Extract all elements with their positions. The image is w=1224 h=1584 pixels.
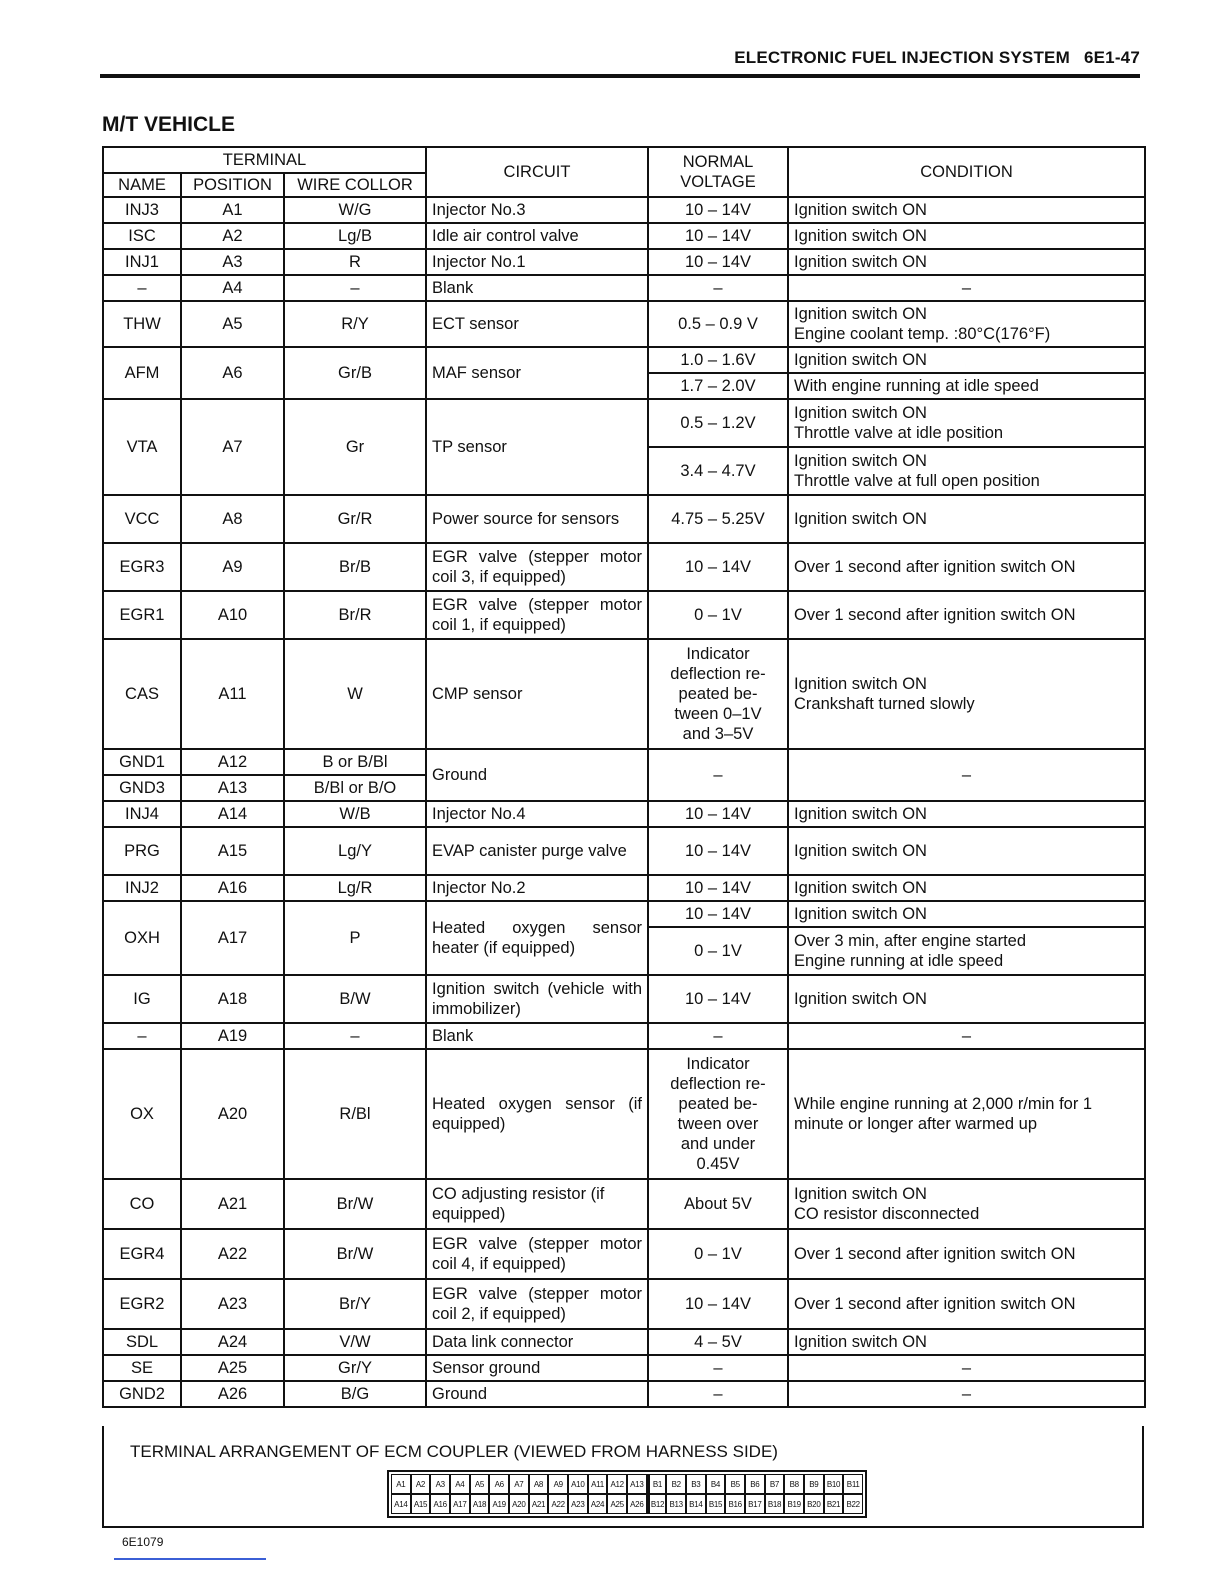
cell-condition: Ignition switch ON xyxy=(788,827,1145,875)
coupler-terminal: A14 xyxy=(391,1494,411,1514)
cell-circuit: EGR valve (stepper motor coil 4, if equipped) xyxy=(426,1229,648,1279)
cell-wire: W/B xyxy=(284,801,426,827)
cell-position: A5 xyxy=(181,301,284,347)
cell-position: A6 xyxy=(181,347,284,399)
terminal-table-wrap xyxy=(102,146,1144,1408)
coupler-terminal: A4 xyxy=(450,1474,470,1494)
cell-condition: Ignition switch ON Throttle valve at idle position xyxy=(788,399,1145,447)
cell-voltage: – xyxy=(648,749,788,801)
cell-circuit: Injector No.4 xyxy=(426,801,648,827)
cell-position: A19 xyxy=(181,1023,284,1049)
cell-circuit: EGR valve (stepper motor coil 2, if equipped) xyxy=(426,1279,648,1329)
cell-wire: R/Bl xyxy=(284,1049,426,1179)
cell-position: A14 xyxy=(181,801,284,827)
cell-voltage: Indicator deflection re- peated be- tween 0–1V and 3–5V xyxy=(648,639,788,749)
header-title: ELECTRONIC FUEL INJECTION SYSTEM xyxy=(734,48,1070,67)
coupler-terminal: A22 xyxy=(548,1494,568,1514)
cell-wire: Lg/Y xyxy=(284,827,426,875)
cell-condition: – xyxy=(788,275,1145,301)
cell-name: SDL xyxy=(103,1329,181,1355)
th-wire: WIRE COLLOR xyxy=(284,173,426,197)
table-row xyxy=(103,827,1145,875)
cell-position: A15 xyxy=(181,827,284,875)
coupler-terminal: B1 xyxy=(647,1474,667,1494)
coupler-terminal: A16 xyxy=(430,1494,450,1514)
cell-wire: W xyxy=(284,639,426,749)
cell-condition: – xyxy=(788,749,1145,801)
cell-name: EGR1 xyxy=(103,591,181,639)
th-circuit: CIRCUIT xyxy=(426,147,648,197)
cell-wire: B/G xyxy=(284,1381,426,1407)
cell-circuit: Ground xyxy=(426,1381,648,1407)
cell-condition: Ignition switch ON xyxy=(788,197,1145,223)
cell-name: – xyxy=(103,275,181,301)
coupler-terminal: A9 xyxy=(548,1474,568,1494)
cell-wire: R/Y xyxy=(284,301,426,347)
cell-voltage: – xyxy=(648,275,788,301)
table-row xyxy=(103,249,1145,275)
coupler-terminal: B22 xyxy=(843,1494,863,1514)
cell-name: INJ1 xyxy=(103,249,181,275)
table-row xyxy=(103,1329,1145,1355)
cell-name: GND2 xyxy=(103,1381,181,1407)
table-row xyxy=(103,1355,1145,1381)
cell-position: A8 xyxy=(181,495,284,543)
th-position: POSITION xyxy=(181,173,284,197)
cell-position: A12 xyxy=(181,749,284,775)
cell-position: A22 xyxy=(181,1229,284,1279)
cell-condition: Ignition switch ON xyxy=(788,1329,1145,1355)
cell-condition: Ignition switch ON xyxy=(788,223,1145,249)
cell-position: A16 xyxy=(181,875,284,901)
cell-condition: Ignition switch ON CO resistor disconnected xyxy=(788,1179,1145,1229)
cell-condition: Over 1 second after ignition switch ON xyxy=(788,1229,1145,1279)
cell-position: A13 xyxy=(181,775,284,801)
coupler-terminal: B4 xyxy=(706,1474,726,1494)
cell-voltage: 0.5 – 0.9 V xyxy=(648,301,788,347)
cell-voltage: 3.4 – 4.7V xyxy=(648,447,788,495)
coupler-terminal: B20 xyxy=(804,1494,824,1514)
cell-wire: V/W xyxy=(284,1329,426,1355)
coupler-terminal: B18 xyxy=(765,1494,785,1514)
cell-position: A20 xyxy=(181,1049,284,1179)
table-row xyxy=(103,591,1145,639)
cell-wire: Br/W xyxy=(284,1229,426,1279)
cell-condition: Ignition switch ON Crankshaft turned slowly xyxy=(788,639,1145,749)
cell-condition: Over 1 second after ignition switch ON xyxy=(788,591,1145,639)
coupler-terminal: A12 xyxy=(607,1474,627,1494)
cell-condition: Ignition switch ON xyxy=(788,495,1145,543)
table-row xyxy=(103,639,1145,749)
coupler-terminal: B11 xyxy=(843,1474,863,1494)
cell-position: A25 xyxy=(181,1355,284,1381)
cell-voltage: 1.0 – 1.6V xyxy=(648,347,788,373)
cell-condition: Ignition switch ON xyxy=(788,249,1145,275)
cell-voltage: About 5V xyxy=(648,1179,788,1229)
cell-wire: Br/Y xyxy=(284,1279,426,1329)
cell-name: INJ3 xyxy=(103,197,181,223)
cell-wire: P xyxy=(284,901,426,975)
cell-position: A21 xyxy=(181,1179,284,1229)
cell-circuit: TP sensor xyxy=(426,399,648,495)
coupler-terminal: B6 xyxy=(745,1474,765,1494)
coupler-terminal: A8 xyxy=(529,1474,549,1494)
cell-condition: – xyxy=(788,1355,1145,1381)
table-row xyxy=(103,1179,1145,1229)
cell-name: OX xyxy=(103,1049,181,1179)
cell-circuit: EGR valve (stepper motor coil 1, if equipped) xyxy=(426,591,648,639)
cell-position: A4 xyxy=(181,275,284,301)
figure-code: 6E1079 xyxy=(122,1535,164,1549)
th-voltage: NORMAL VOLTAGE xyxy=(648,147,788,197)
table-row xyxy=(103,275,1145,301)
coupler-terminal: A10 xyxy=(568,1474,588,1494)
coupler-terminal: B7 xyxy=(765,1474,785,1494)
table-row xyxy=(103,495,1145,543)
table-row xyxy=(103,901,1145,927)
coupler-terminal: A13 xyxy=(627,1474,647,1494)
cell-voltage: – xyxy=(648,1355,788,1381)
cell-condition: While engine running at 2,000 r/min for 1 minute or longer after warmed up xyxy=(788,1049,1145,1179)
cell-wire: Lg/B xyxy=(284,223,426,249)
cell-circuit: Ground xyxy=(426,749,648,801)
cell-wire: B or B/Bl xyxy=(284,749,426,775)
coupler-terminal: A20 xyxy=(509,1494,529,1514)
cell-circuit: Data link connector xyxy=(426,1329,648,1355)
cell-condition: – xyxy=(788,1023,1145,1049)
cell-condition: Ignition switch ON Engine coolant temp. :80°C(176°F) xyxy=(788,301,1145,347)
cell-circuit: Blank xyxy=(426,275,648,301)
cell-voltage: Indicator deflection re- peated be- tween over and under 0.45V xyxy=(648,1049,788,1179)
cell-circuit: Power source for sensors xyxy=(426,495,648,543)
coupler-terminal: B12 xyxy=(647,1494,667,1514)
cell-wire: Gr/R xyxy=(284,495,426,543)
coupler-terminal: B3 xyxy=(686,1474,706,1494)
cell-name: GND3 xyxy=(103,775,181,801)
cell-position: A26 xyxy=(181,1381,284,1407)
table-row xyxy=(103,347,1145,373)
cell-voltage: 10 – 14V xyxy=(648,801,788,827)
cell-name: THW xyxy=(103,301,181,347)
coupler-terminal: A21 xyxy=(529,1494,549,1514)
cell-name: INJ4 xyxy=(103,801,181,827)
cell-circuit: Blank xyxy=(426,1023,648,1049)
cell-name: CAS xyxy=(103,639,181,749)
coupler-terminal: A19 xyxy=(489,1494,509,1514)
header-page-number: 6E1-47 xyxy=(1083,48,1140,67)
cell-voltage: 0.5 – 1.2V xyxy=(648,399,788,447)
coupler-terminal: A15 xyxy=(411,1494,431,1514)
coupler-terminal: A17 xyxy=(450,1494,470,1514)
cell-condition: Ignition switch ON xyxy=(788,347,1145,373)
cell-name: ISC xyxy=(103,223,181,249)
divider-line xyxy=(114,1558,266,1560)
cell-position: A18 xyxy=(181,975,284,1023)
cell-condition: Ignition switch ON xyxy=(788,901,1145,927)
cell-condition: – xyxy=(788,1381,1145,1407)
cell-name: PRG xyxy=(103,827,181,875)
coupler-terminal: B16 xyxy=(725,1494,745,1514)
cell-voltage: 10 – 14V xyxy=(648,975,788,1023)
cell-name: INJ2 xyxy=(103,875,181,901)
table-row xyxy=(103,1023,1145,1049)
cell-circuit: ECT sensor xyxy=(426,301,648,347)
cell-voltage: 10 – 14V xyxy=(648,875,788,901)
coupler-terminal: A18 xyxy=(470,1494,490,1514)
cell-voltage: 4 – 5V xyxy=(648,1329,788,1355)
table-row xyxy=(103,749,1145,775)
cell-voltage: 4.75 – 5.25V xyxy=(648,495,788,543)
cell-condition: Ignition switch ON xyxy=(788,875,1145,901)
cell-voltage: 10 – 14V xyxy=(648,827,788,875)
cell-name: VTA xyxy=(103,399,181,495)
coupler-terminal: A24 xyxy=(588,1494,608,1514)
cell-condition: Over 3 min, after engine started Engine running at idle speed xyxy=(788,927,1145,975)
cell-position: A11 xyxy=(181,639,284,749)
coupler-terminal: B17 xyxy=(745,1494,765,1514)
coupler-terminal: A25 xyxy=(607,1494,627,1514)
coupler-terminal: B10 xyxy=(824,1474,844,1494)
cell-position: A10 xyxy=(181,591,284,639)
cell-wire: – xyxy=(284,275,426,301)
table-row xyxy=(103,223,1145,249)
cell-name: VCC xyxy=(103,495,181,543)
cell-wire: Gr/B xyxy=(284,347,426,399)
cell-circuit: CO adjusting resistor (if equipped) xyxy=(426,1179,648,1229)
cell-name: CO xyxy=(103,1179,181,1229)
th-name: NAME xyxy=(103,173,181,197)
cell-condition: With engine running at idle speed xyxy=(788,373,1145,399)
coupler-arrangement-title: TERMINAL ARRANGEMENT OF ECM COUPLER (VIEWED FROM HARNESS SIDE) xyxy=(130,1442,778,1461)
cell-wire: Gr/Y xyxy=(284,1355,426,1381)
coupler-terminal: A3 xyxy=(430,1474,450,1494)
coupler-terminal: B21 xyxy=(824,1494,844,1514)
table-row xyxy=(103,301,1145,347)
cell-position: A3 xyxy=(181,249,284,275)
cell-voltage: 10 – 14V xyxy=(648,1279,788,1329)
coupler-terminal: A1 xyxy=(391,1474,411,1494)
cell-voltage: – xyxy=(648,1023,788,1049)
cell-position: A24 xyxy=(181,1329,284,1355)
coupler-terminal: A11 xyxy=(588,1474,608,1494)
cell-voltage: 10 – 14V xyxy=(648,223,788,249)
cell-circuit: Heated oxygen sensor heater (if equipped) xyxy=(426,901,648,975)
coupler-terminal: B13 xyxy=(666,1494,686,1514)
cell-circuit: Idle air control valve xyxy=(426,223,648,249)
cell-circuit: EVAP canister purge valve xyxy=(426,827,648,875)
coupler-terminal: B5 xyxy=(725,1474,745,1494)
th-condition: CONDITION xyxy=(788,147,1145,197)
cell-position: A2 xyxy=(181,223,284,249)
coupler-terminal: B2 xyxy=(666,1474,686,1494)
cell-wire: Br/B xyxy=(284,543,426,591)
cell-circuit: Injector No.2 xyxy=(426,875,648,901)
cell-circuit: MAF sensor xyxy=(426,347,648,399)
cell-voltage: 10 – 14V xyxy=(648,249,788,275)
header-row-1 xyxy=(103,147,1145,173)
cell-name: EGR2 xyxy=(103,1279,181,1329)
cell-wire: B/Bl or B/O xyxy=(284,775,426,801)
table-row xyxy=(103,399,1145,447)
cell-name: – xyxy=(103,1023,181,1049)
page-header xyxy=(100,44,1140,78)
cell-wire: R xyxy=(284,249,426,275)
coupler-terminal: B15 xyxy=(706,1494,726,1514)
cell-voltage: 10 – 14V xyxy=(648,197,788,223)
cell-position: A1 xyxy=(181,197,284,223)
table-row xyxy=(103,801,1145,827)
terminal-table xyxy=(102,146,1146,1408)
cell-name: IG xyxy=(103,975,181,1023)
coupler-terminal: B19 xyxy=(784,1494,804,1514)
table-row xyxy=(103,543,1145,591)
cell-position: A23 xyxy=(181,1279,284,1329)
coupler-terminal: A7 xyxy=(509,1474,529,1494)
cell-name: SE xyxy=(103,1355,181,1381)
cell-circuit: Sensor ground xyxy=(426,1355,648,1381)
coupler-terminal-grid xyxy=(391,1474,863,1514)
cell-voltage: 10 – 14V xyxy=(648,543,788,591)
cell-name: AFM xyxy=(103,347,181,399)
table-row xyxy=(103,875,1145,901)
table-row xyxy=(103,1049,1145,1179)
cell-wire: Br/R xyxy=(284,591,426,639)
cell-wire: B/W xyxy=(284,975,426,1023)
cell-name: EGR4 xyxy=(103,1229,181,1279)
cell-position: A9 xyxy=(181,543,284,591)
cell-condition: Ignition switch ON xyxy=(788,801,1145,827)
cell-voltage: 0 – 1V xyxy=(648,591,788,639)
cell-name: OXH xyxy=(103,901,181,975)
cell-voltage: 0 – 1V xyxy=(648,927,788,975)
coupler-terminal: B8 xyxy=(784,1474,804,1494)
cell-voltage: 0 – 1V xyxy=(648,1229,788,1279)
coupler-arrangement-box xyxy=(102,1426,1144,1528)
cell-circuit: EGR valve (stepper motor coil 3, if equipped) xyxy=(426,543,648,591)
cell-circuit: Injector No.1 xyxy=(426,249,648,275)
table-row xyxy=(103,1279,1145,1329)
cell-condition: Ignition switch ON Throttle valve at full open position xyxy=(788,447,1145,495)
section-title: M/T VEHICLE xyxy=(102,113,236,136)
coupler-terminal: A23 xyxy=(568,1494,588,1514)
cell-circuit: Injector No.3 xyxy=(426,197,648,223)
coupler-terminal: A5 xyxy=(470,1474,490,1494)
coupler-terminal: B9 xyxy=(804,1474,824,1494)
cell-condition: Over 1 second after ignition switch ON xyxy=(788,1279,1145,1329)
header-text xyxy=(734,48,1140,68)
cell-voltage: 10 – 14V xyxy=(648,901,788,927)
cell-position: A7 xyxy=(181,399,284,495)
cell-voltage: – xyxy=(648,1381,788,1407)
table-row xyxy=(103,197,1145,223)
cell-wire: – xyxy=(284,1023,426,1049)
cell-wire: Br/W xyxy=(284,1179,426,1229)
table-row xyxy=(103,1229,1145,1279)
cell-name: EGR3 xyxy=(103,543,181,591)
cell-circuit: Ignition switch (vehicle with immobilizer) xyxy=(426,975,648,1023)
cell-voltage: 1.7 – 2.0V xyxy=(648,373,788,399)
cell-condition: Over 1 second after ignition switch ON xyxy=(788,543,1145,591)
cell-wire: W/G xyxy=(284,197,426,223)
cell-wire: Gr xyxy=(284,399,426,495)
coupler-terminal: B14 xyxy=(686,1494,706,1514)
cell-name: GND1 xyxy=(103,749,181,775)
cell-position: A17 xyxy=(181,901,284,975)
cell-condition: Ignition switch ON xyxy=(788,975,1145,1023)
coupler-terminal: A6 xyxy=(489,1474,509,1494)
coupler-terminal: A2 xyxy=(411,1474,431,1494)
table-row xyxy=(103,1381,1145,1407)
coupler-terminal: A26 xyxy=(627,1494,647,1514)
ecm-coupler-diagram xyxy=(387,1470,867,1518)
th-terminal: TERMINAL xyxy=(103,147,426,173)
table-row xyxy=(103,975,1145,1023)
cell-wire: Lg/R xyxy=(284,875,426,901)
cell-circuit: Heated oxygen sensor (if equipped) xyxy=(426,1049,648,1179)
cell-circuit: CMP sensor xyxy=(426,639,648,749)
